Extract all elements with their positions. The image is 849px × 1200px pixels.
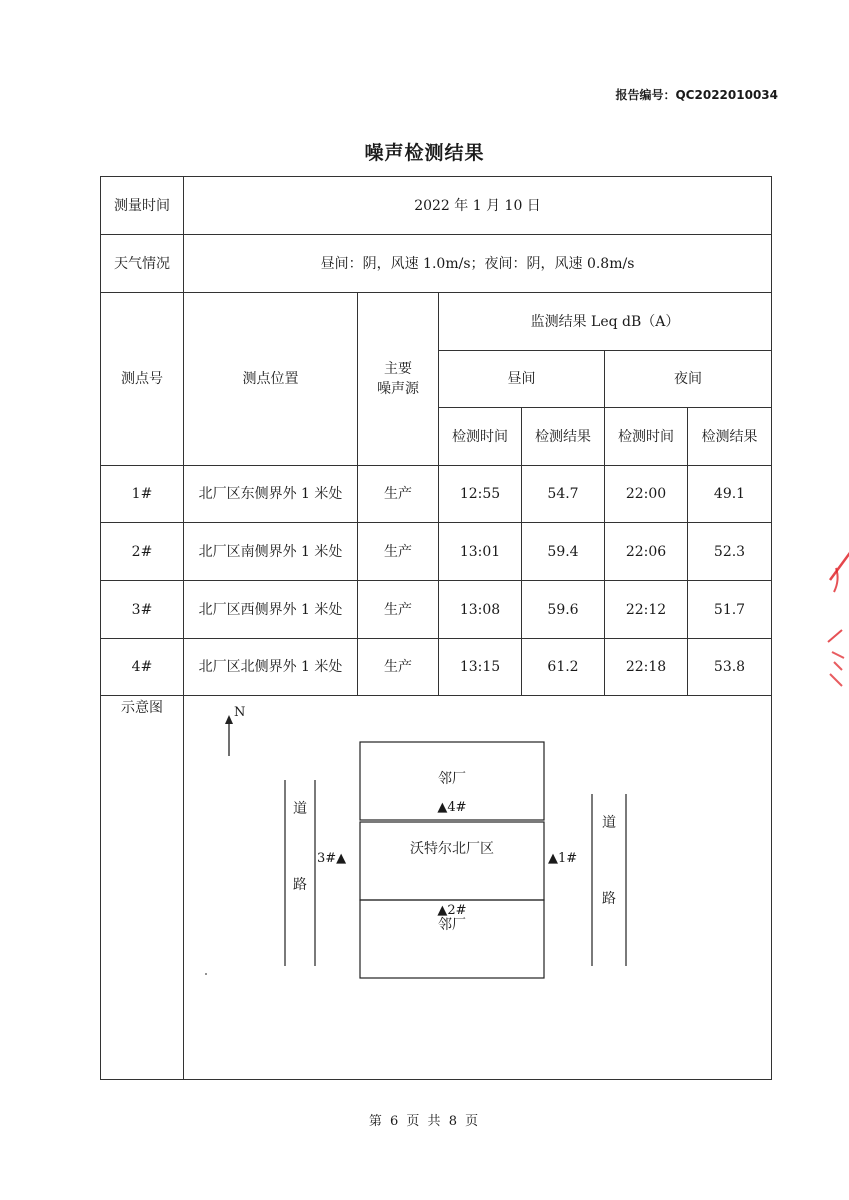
point-location: 北厂区南侧界外 1 米处	[184, 523, 358, 581]
left-road-char1: 道	[293, 801, 307, 817]
time-value: 2022 年 1 月 10 日	[184, 177, 772, 235]
header-result-group: 监测结果 Leq dB（A）	[439, 293, 772, 351]
noise-source: 生产	[358, 466, 439, 523]
point-no: 3#	[101, 581, 184, 639]
diagram-lines	[184, 696, 772, 1080]
diagram-cell	[184, 696, 772, 1080]
weather-value: 昼间：阴，风速 1.0m/s；夜间：阴，风速 0.8m/s	[184, 235, 772, 293]
point-no: 2#	[101, 523, 184, 581]
noise-source: 生产	[358, 581, 439, 639]
page-title: 噪声检测结果	[364, 142, 485, 164]
night-value: 52.3	[688, 523, 772, 581]
right-road-char1: 道	[602, 815, 616, 831]
header-day: 昼间	[439, 351, 605, 408]
footer-mid: 页 共	[406, 1114, 443, 1129]
header-point-no: 测点号	[101, 293, 184, 466]
header-night-time: 检测时间	[605, 408, 688, 466]
header-source-line2: 噪声源	[377, 381, 419, 397]
report-number	[600, 86, 778, 103]
north-label: N	[234, 705, 246, 720]
neighbor-bottom-label: 邻厂	[438, 917, 466, 933]
night-time: 22:18	[605, 639, 688, 696]
day-value: 61.2	[522, 639, 605, 696]
weather-label: 天气情况	[101, 235, 184, 293]
diagram-row	[101, 696, 772, 1080]
day-time: 13:15	[439, 639, 522, 696]
time-label: 测量时间	[101, 177, 184, 235]
point-location: 北厂区北侧界外 1 米处	[184, 639, 358, 696]
header-night-result: 检测结果	[688, 408, 772, 466]
day-value: 59.4	[522, 523, 605, 581]
header-source	[358, 293, 439, 466]
marker-4: ▲4#	[437, 800, 467, 815]
neighbor-top-label: 邻厂	[438, 771, 466, 787]
night-value: 49.1	[688, 466, 772, 523]
header-source-line1: 主要	[384, 361, 412, 377]
weather-row	[101, 235, 772, 293]
point-no: 4#	[101, 639, 184, 696]
day-time: 13:08	[439, 581, 522, 639]
marker-3: 3#▲	[317, 851, 347, 866]
point-location: 北厂区东侧界外 1 米处	[184, 466, 358, 523]
diagram-label: 示意图	[101, 696, 184, 1080]
table-row	[101, 581, 772, 639]
left-road-char2: 路	[293, 877, 307, 893]
day-time: 12:55	[439, 466, 522, 523]
night-value: 53.8	[688, 639, 772, 696]
page-footer	[0, 1110, 849, 1129]
red-stamp-edge	[822, 540, 849, 700]
day-time: 13:01	[439, 523, 522, 581]
night-value: 51.7	[688, 581, 772, 639]
north-arrowhead-icon	[225, 715, 233, 724]
factory-box	[360, 822, 544, 900]
marker-1: ▲1#	[548, 851, 578, 866]
footer-suffix: 页	[465, 1114, 481, 1129]
report-number-label: 报告编号：	[615, 88, 676, 102]
noise-result-table	[100, 176, 772, 1080]
footer-prefix: 第	[368, 1114, 384, 1129]
speck	[205, 973, 207, 975]
marker-2: ▲2#	[437, 903, 467, 918]
footer-page: 6	[390, 1114, 401, 1129]
night-time: 22:12	[605, 581, 688, 639]
table-row	[101, 523, 772, 581]
night-time: 22:00	[605, 466, 688, 523]
header-day-time: 检测时间	[439, 408, 522, 466]
night-time: 22:06	[605, 523, 688, 581]
header-row-1	[101, 293, 772, 351]
header-night: 夜间	[605, 351, 772, 408]
point-location: 北厂区西侧界外 1 米处	[184, 581, 358, 639]
header-day-result: 检测结果	[522, 408, 605, 466]
noise-source: 生产	[358, 639, 439, 696]
point-no: 1#	[101, 466, 184, 523]
table-row	[101, 466, 772, 523]
table-row	[101, 639, 772, 696]
time-row	[101, 177, 772, 235]
report-number-value: QC2022010034	[675, 88, 778, 102]
header-location: 测点位置	[184, 293, 358, 466]
footer-total: 8	[448, 1114, 459, 1129]
noise-source: 生产	[358, 523, 439, 581]
site-diagram	[184, 696, 772, 1080]
right-road-char2: 路	[602, 891, 616, 907]
factory-label: 沃特尔北厂区	[410, 841, 494, 857]
day-value: 59.6	[522, 581, 605, 639]
day-value: 54.7	[522, 466, 605, 523]
